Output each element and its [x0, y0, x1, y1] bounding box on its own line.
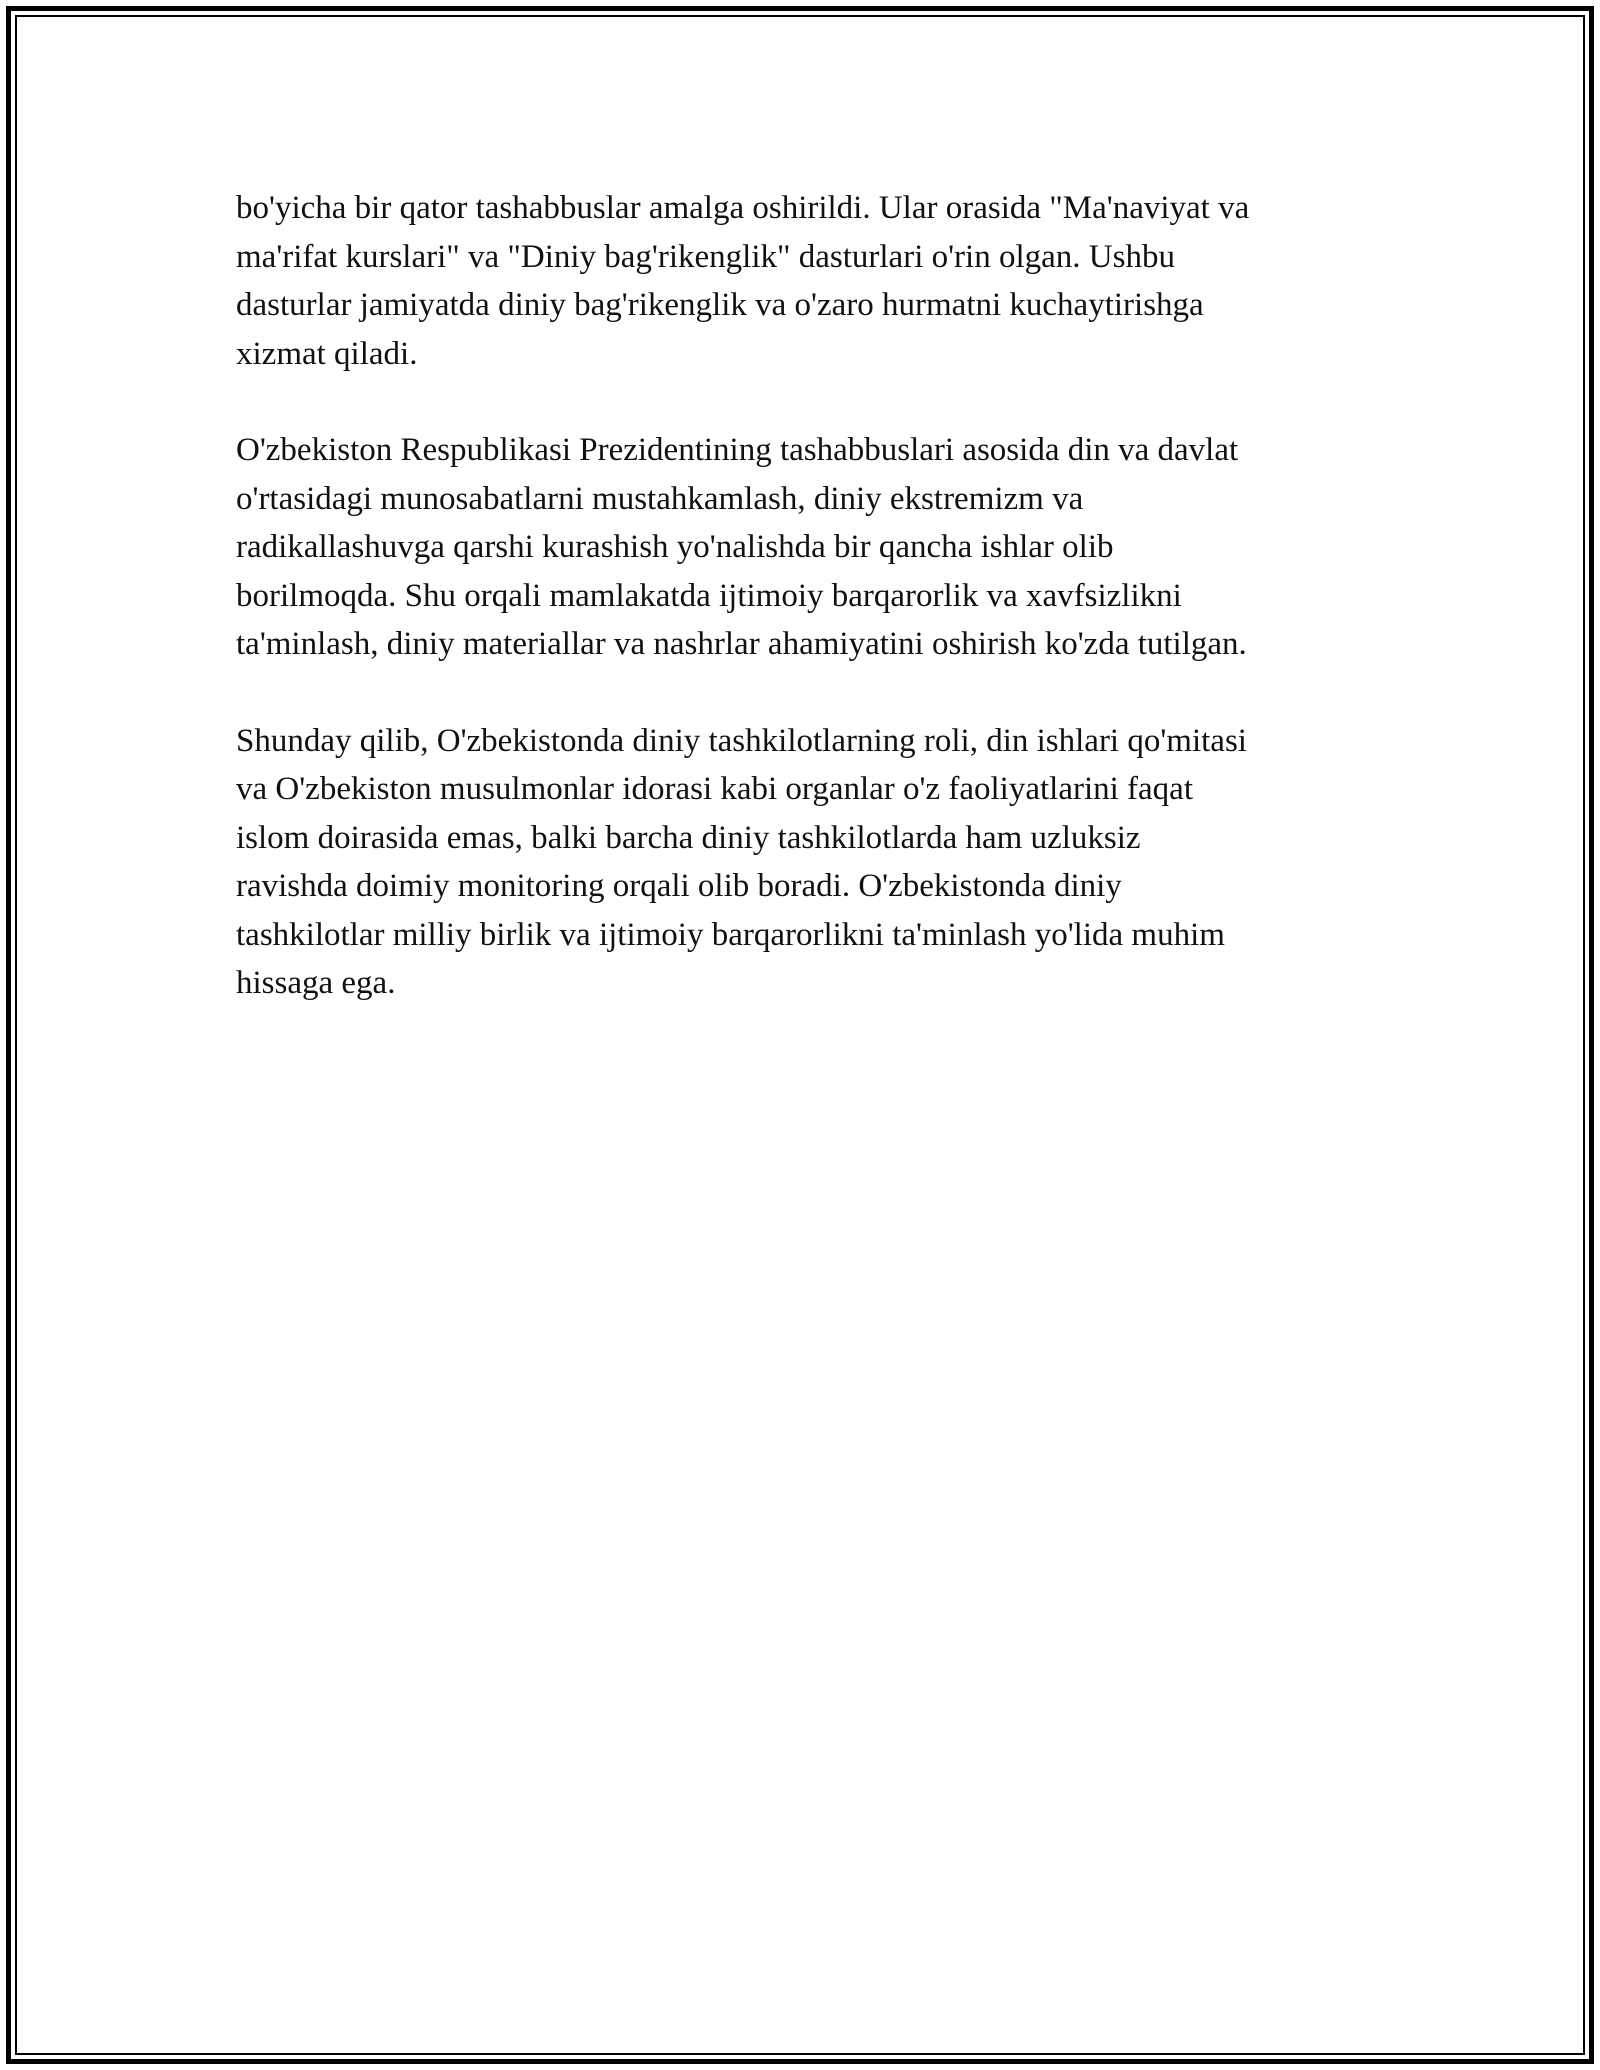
paragraph-2: O'zbekiston Respublikasi Prezidentining tashabbuslari asosida din va davlat o'rtasidagi munosabatlarni mustahkamlash, diniy ekstremizm va radikallashuvga qarshi kurashish yo'nalishda bir qancha ishlar olib borilmoqda. Shu orqali mamlakatda ijtimoiy barqarorlik va xavfsizlikni ta'minlash, diniy materiallar va nashrlar ahamiyatini oshirish ko'zda tutilgan. — [236, 432, 1247, 662]
paragraph-3: Shunday qilib, O'zbekistonda diniy tashkilotlarning roli, din ishlari qo'mitasi va O'zbekiston musulmonlar idorasi kabi organlar o'z faoliyatlarini faqat islom doirasida emas, balki barcha diniy tashkilotlarda ham uzluksiz ravishda doimiy monitoring orqali olib boradi. O'zbekistonda diniy tashkilotlar milliy birlik va ijtimoiy barqarorlikni ta'minlash yo'lida muhim hissaga ega. — [236, 722, 1247, 1001]
paragraph-1: bo'yicha bir qator tashabbuslar amalga oshirildi. Ular orasida "Ma'naviyat va ma'rifat kurslari" va "Diniy bag'rikenglik" dasturlari o'rin olgan. Ushbu dasturlar jamiyatda diniy bag'rikenglik va o'zaro hurmatni kuchaytirishga xizmat qiladi. — [236, 190, 1250, 372]
document-body — [236, 184, 1386, 1056]
